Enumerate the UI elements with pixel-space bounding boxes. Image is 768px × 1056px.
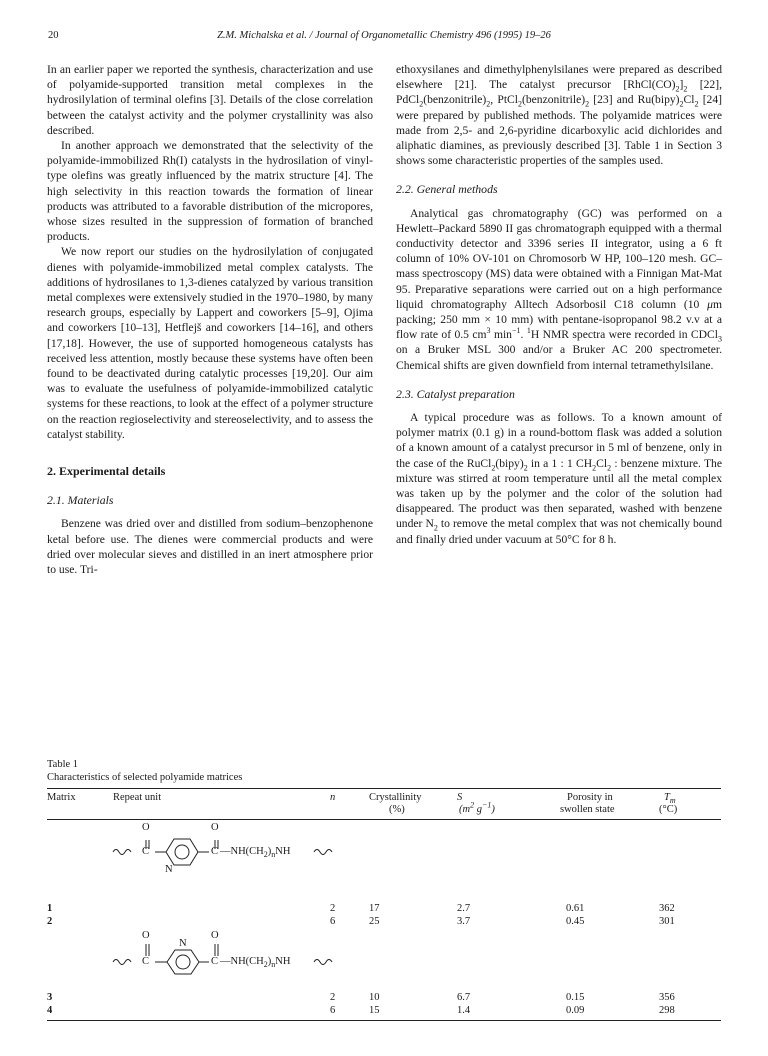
col-header-n: n — [330, 792, 336, 803]
row-4-n: 6 — [330, 1005, 336, 1016]
intro-paragraph-1: In an earlier paper we reported the synthesis, characterization and use of polyamide-supported transition metal complexes in the hydrosilylation of terminal olefins [3]. Details of the close correlation between the catalyst activity and the polymer crystallinity was also described. — [47, 63, 373, 137]
row-2-porosity: 0.45 — [566, 916, 585, 927]
col-header-tm: $T_m$ — [664, 792, 676, 806]
structure-1-amine: $—NH(CH_2)_nNH$ — [220, 846, 291, 860]
col-header-porosity: Porosity in — [567, 792, 613, 803]
row-1-porosity: 0.61 — [566, 903, 585, 914]
structure-1-carbon-right: C — [211, 846, 219, 857]
structure-2-carbon-left: C — [142, 956, 150, 967]
structure-2-amine: $—NH(CH_2)_nNH$ — [220, 956, 291, 970]
col-header-crystallinity-unit: (%) — [389, 804, 405, 815]
table-caption: Characteristics of selected polyamide matrices — [47, 772, 243, 783]
row-3-n: 2 — [330, 992, 336, 1003]
row-1-crystallinity: 17 — [369, 903, 380, 914]
structure-1-nitrogen: N — [165, 864, 173, 875]
row-2-matrix: 2 — [47, 916, 53, 927]
structure-1-oxygen-right: O — [211, 822, 219, 833]
row-4-porosity: 0.09 — [566, 1005, 585, 1016]
table-header — [47, 789, 721, 819]
row-3-tm: 356 — [659, 992, 675, 1003]
left-column — [47, 62, 373, 577]
row-3-matrix: 3 — [47, 992, 53, 1003]
structure-2-oxygen-left: O — [142, 930, 150, 941]
structure-2-oxygen-right: O — [211, 930, 219, 941]
wavy-bond-left-icon — [113, 850, 131, 855]
right-column — [396, 62, 722, 547]
materials-continuation: ethoxysilanes and dimethylphenylsilanes were prepared as described elsewhere [21]. The catalyst precursor $[RhCl(CO)_2]_2$ [22], $PdCl_2(benzonitrile)_2$, $PtCl_2(benzonitrile)_2$ [23] and $Ru(bipy)_2Cl_2$ [24] were prepared by published methods. The polyamide matrices were made from 2,5- and 2,6-pyridine dicarboxylic acid dichlorides and aliphatic diamines, as previously described [3]. Table 1 in Section 3 shows some characteristic properties of the samples used. — [396, 63, 723, 168]
page-header — [48, 30, 720, 46]
structure-1-oxygen-left: O — [142, 822, 150, 833]
col-header-matrix: Matrix — [47, 792, 76, 803]
row-2-crystallinity: 25 — [369, 916, 380, 927]
row-4-s: 1.4 — [457, 1005, 471, 1016]
row-2-n: 6 — [330, 916, 336, 927]
intro-paragraph-3: We now report our studies on the hydrosilylation of conjugated dienes with polyamide-immobilized metal complex catalysts. The additions of hydrosilanes to 1,3-dienes catalyzed by various transition metal complexes were extensively studied in the 1970–1980, by many research groups, especially by Lappert and coworkers [5–9], Ojima and coworkers [10–13], Hetflejš and coworkers [14–16], and others [17,18]. However, the use of supported homogeneous catalysts has received less attention, mostly because these systems have often been found to be deactivated during catalytic processes [19,20]. Our aim was to evaluate the usefulness of polyamide-immobilized catalytic systems for these reactions, to look at the effect of a polymer structure on the reaction regioselectivity and stereoselectivity, and to assess the catalyst stability. — [47, 245, 373, 441]
row-4-crystallinity: 15 — [369, 1005, 380, 1016]
row-1-n: 2 — [330, 903, 336, 914]
wavy-bond-left-icon — [113, 960, 131, 965]
row-2-tm: 301 — [659, 916, 675, 927]
wavy-bond-right-icon — [314, 850, 332, 855]
col-header-s: S — [457, 792, 463, 803]
preparation-paragraph: A typical procedure was as follows. To a known amount of polymer matrix (0.1 g) in a round-bottom flask was added a solution of a known amount of a catalyst precursor in 5 ml of benzene, only in the case of the $RuCl_2(bipy)_2$ in a 1 : 1 $CH_2Cl_2$ : benzene mixture. The mixture was stirred at room temperature until all the metal complex was taken up by the polymer and the color of the solution had disappeared. The product was then separated, washed with benzene under $N_2$ to remove the metal complex that was not chemically bound and finally dried under vacuum at 50°C for 8 h. — [396, 411, 722, 546]
row-4-tm: 298 — [659, 1005, 675, 1016]
pyridine-ring-icon — [166, 839, 198, 865]
intro-paragraph-2: In another approach we demonstrated that the selectivity of the polyamide-immobilized Rh(I) catalysts in the hydrosilation of vinyl-type olefins was greatly influenced by the matrix structure [4]. The high selectivity in this reaction towards the formation of linear products was attributed to a favorable distribution of the micropores, whose sizes resulted in the suppression of formation of branched products. — [47, 139, 373, 244]
col-header-crystallinity: Crystallinity — [369, 792, 422, 803]
row-1-matrix: 1 — [47, 903, 53, 914]
table-bottom-rule — [47, 1020, 721, 1021]
table-body — [47, 820, 721, 1020]
section-heading-experimental: 2. Experimental details — [47, 464, 166, 479]
row-4-matrix: 4 — [47, 1005, 53, 1016]
col-header-tm-unit: (°C) — [659, 804, 678, 815]
running-head: Z.M. Michalska et al. / Journal of Organometallic Chemistry 496 (1995) 19–26 — [217, 30, 551, 41]
row-3-crystallinity: 10 — [369, 992, 380, 1003]
table-label: Table 1 — [47, 759, 79, 770]
pyridine-ring-icon — [167, 950, 199, 974]
col-header-repeat-unit: Repeat unit — [113, 792, 162, 803]
materials-paragraph: Benzene was dried over and distilled from sodium–benzophenone ketal before use. The dienes were commercial products and were dried over molecular sieves and distilled in an inert atmosphere prior to use. Tri- — [47, 517, 373, 577]
structure-1-carbon-left: C — [142, 846, 150, 857]
structure-2-carbon-right: C — [211, 956, 219, 967]
methods-paragraph: Analytical gas chromatography (GC) was performed on a Hewlett–Packard 5890 II gas chromatograph equipped with a thermal conductivity detector and 3396 series II integrator, using a 6 ft column of 10% OV-101 on Chromosorb W HP, 100–120 mesh. GC–mass spectroscopy (MS) data were obtained with a Finnigan Mat-Mat 95. Preparative separations were carried out on a high performance liquid chromatography Alltech Adsorbosil C18 column (10 μm packing; 250 mm × 10 mm) with pentane-isopropanol 98.2 v.v at a flow rate of 0.5 $cm^3$ $\min^{-1}$. $^1$H NMR spectra were recorded in CDCl$_3$ on a Bruker MSL 300 and/or a Bruker AC 200 spectrometer. Chemical shifts are given downfield from internal tetramethylsilane. — [396, 206, 722, 372]
row-3-porosity: 0.15 — [566, 992, 585, 1003]
subsection-heading-general-methods: 2.2. General methods — [396, 182, 498, 197]
table-1 — [47, 758, 721, 1021]
row-1-tm: 362 — [659, 903, 675, 914]
page-number: 20 — [48, 30, 59, 41]
subsection-heading-materials: 2.1. Materials — [47, 493, 114, 508]
row-1-s: 2.7 — [457, 903, 471, 914]
subsection-heading-catalyst-preparation: 2.3. Catalyst preparation — [396, 386, 515, 401]
col-header-s-unit: ($m^2$ $g^{-1}$) — [459, 800, 495, 815]
wavy-bond-right-icon — [314, 960, 332, 965]
structure-2-nitrogen: N — [179, 938, 187, 949]
col-header-porosity-2: swollen state — [560, 804, 615, 815]
row-2-s: 3.7 — [457, 916, 471, 927]
row-3-s: 6.7 — [457, 992, 471, 1003]
